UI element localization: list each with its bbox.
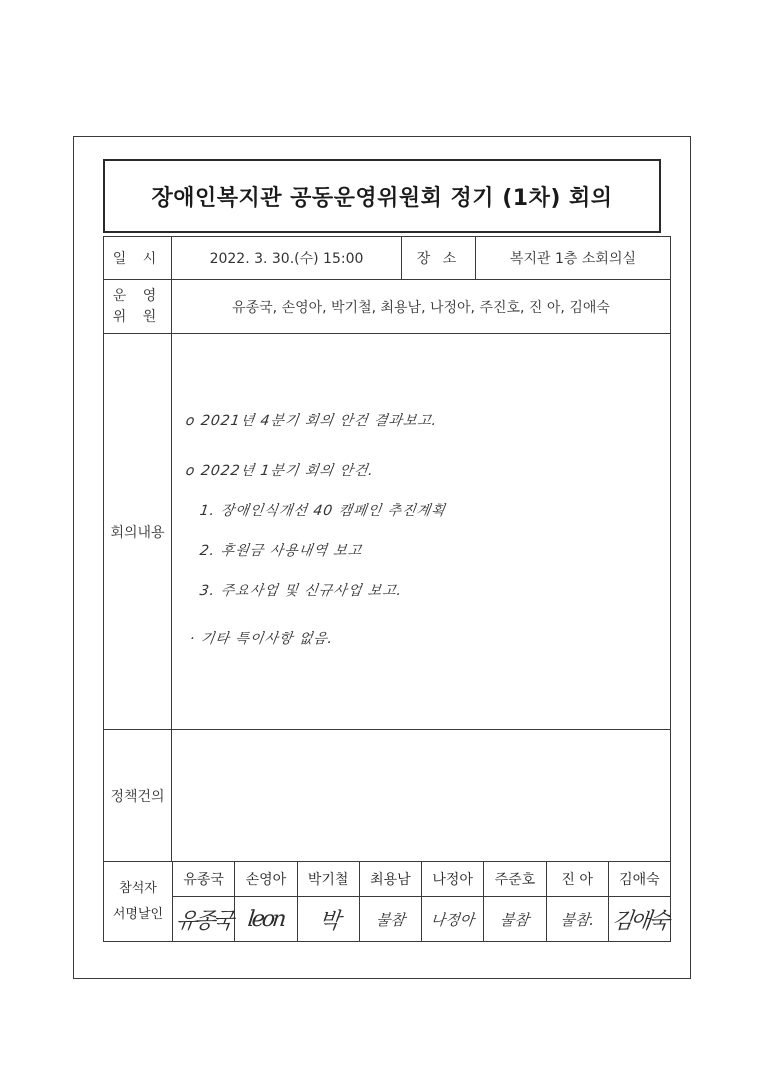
date-label: 일 시 [104,237,172,279]
attendee-column [484,862,546,941]
attendance-label [104,862,173,941]
attendee-signature: 유종국 [174,908,233,934]
policy-label: 정책건의 [104,730,172,861]
meeting-line: 2. 후원금 사용내역 보고 [198,543,364,559]
attendee-column [235,862,297,941]
meeting-line: 3. 주요사업 및 신규사업 보고. [198,583,404,599]
date-value: 2022. 3. 30.(수) 15:00 [172,237,402,279]
policy-content [172,730,670,861]
policy-row [103,730,671,862]
attendance-label-line1: 참석자 [119,880,157,896]
attendee-signature: 김애숙 [610,908,668,934]
attendee-signature: 나정아 [429,910,476,929]
meeting-line: 1. 장애인식개선 40 캠페인 추진계획 [198,503,447,519]
attendee-column [609,862,670,941]
committee-row [103,280,671,334]
attendee-name: 손영아 [235,862,296,897]
meeting-content-row [103,334,671,730]
attendee-name: 유종국 [173,862,234,897]
attendee-column [547,862,609,941]
place-value: 복지관 1층 소회의실 [510,251,636,267]
attendee-name: 최용남 [360,862,421,897]
date-place-row [103,236,671,280]
meeting-line: o 2021년 4분기 회의 안건 결과보고. [184,413,439,429]
attendance-label-line2: 서명날인 [112,906,164,922]
attendee-signature: 불참 [374,910,406,929]
attendee-name: 김애숙 [609,862,670,897]
attendee-name: 진 아 [547,862,608,897]
committee-label-line1: 운 영 [112,287,163,304]
attendee-column [298,862,360,941]
document-title: 장애인복지관 공동운영위원회 정기 (1차) 회의 [103,159,661,233]
attendee-column [173,862,235,941]
place-label: 장 소 [402,237,476,279]
attendee-column [422,862,484,941]
attendee-signature: 불참. [559,910,595,929]
committee-label-line2: 위 원 [112,308,163,325]
committee-label [104,280,172,333]
attendee-signature: 불참 [499,910,531,929]
attendee-name: 박기철 [298,862,359,897]
meeting-line: · 기타 특이사항 없음. [188,631,335,647]
attendee-signature: 박 [317,908,339,934]
attendee-name: 나정아 [422,862,483,897]
attendee-signature: leon [246,906,285,932]
attendee-column [360,862,422,941]
meeting-label: 회의내용 [104,334,172,729]
attendee-name: 주준호 [484,862,545,897]
attendance-row [103,862,671,942]
meeting-content [172,334,670,729]
meeting-line: o 2022년 1분기 회의 안건. [184,463,376,479]
committee-members: 유종국, 손영아, 박기철, 최용남, 나정아, 주진호, 진 아, 김애숙 [232,299,610,316]
